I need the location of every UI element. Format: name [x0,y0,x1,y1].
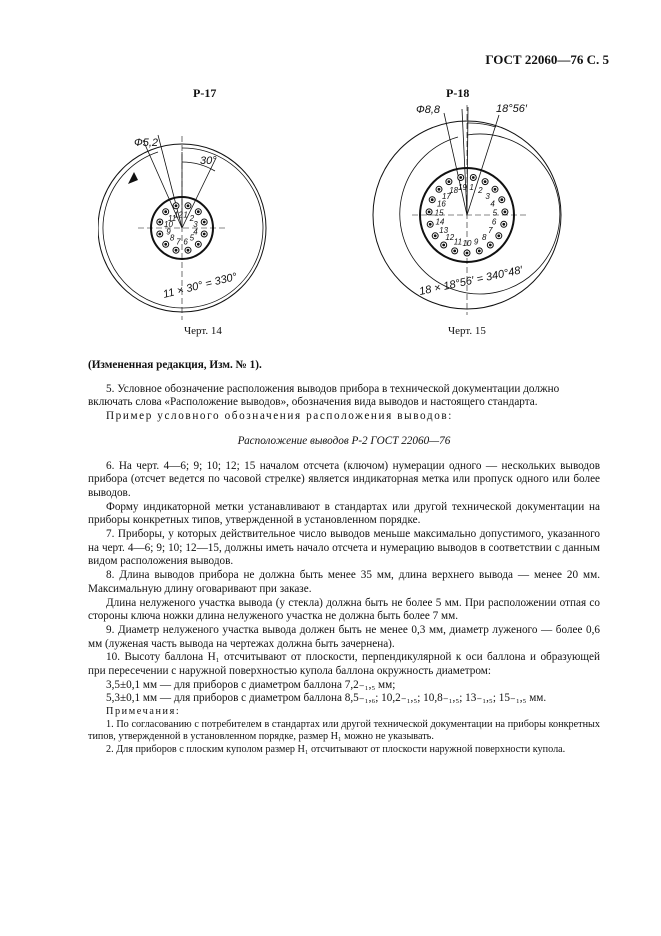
left-pin-core-2 [197,210,200,213]
right-pin-label-2: 2 [478,186,483,196]
right-pin-core-16 [431,198,434,201]
right-pin-core-7 [497,234,500,237]
right-pin-label-8: 8 [481,232,487,242]
note-1: 1. По согласованию с потребителем в стандартах или другой технической документации на приборы конкретных типов, утвержденной в установленном порядке, размер H₁ можно не указывать. [88,718,600,743]
right-pin-label-17: 17 [441,191,451,201]
left-pin-label-7: 7 [176,237,181,247]
paragraph-5-line1: 5. Условное обозначение расположения выводов прибора в технической документации должно [106,382,560,395]
right-pin-core-19 [459,176,462,179]
right-pin-label-15: 15 [434,208,444,218]
left-diameter-label: Ф5,2 [134,137,159,149]
right-pin-label-5: 5 [492,208,498,218]
left-angle-label: 30° [200,155,217,167]
right-pin-core-6 [502,223,505,226]
left-pin-core-12 [175,204,178,207]
paragraph-10-item-a: 3,5±0,1 мм — для приборов с диаметром баллона 7,2₋₁,₅ мм; [106,678,396,691]
left-pin-label-11: 11 [167,213,177,223]
page-header: ГОСТ 22060—76 С. 5 [485,52,609,67]
right-pin-label-7: 7 [488,226,493,236]
figure-left-title: Р-17 [193,86,217,100]
example-heading: Пример условного обозначения расположения выводов: [106,410,453,423]
figure-left-caption: Черт. 14 [184,325,222,337]
right-pin-label-18: 18 [449,186,459,196]
right-pin-core-12 [442,244,445,247]
right-pin-label-12: 12 [445,232,455,242]
right-pin-label-16: 16 [436,199,446,209]
revision-note: (Измененная редакция, Изм. № 1). [88,359,262,371]
note-2: 2. Для приборов с плоским куполом размер H₁ отсчитывают от плоскости наружной поверхности купола. [106,743,566,755]
right-pin-label-9: 9 [473,237,479,247]
figure-left-drawing [98,100,298,320]
left-pin-label-1: 1 [183,210,188,220]
left-pin-core-5 [197,243,200,246]
figure-right-caption: Черт. 15 [448,325,486,337]
right-pin-label-4: 4 [490,199,495,209]
left-pin-core-1 [187,204,190,207]
right-pin-core-9 [478,250,481,253]
example-designation: Расположение выводов Р-2 ГОСТ 22060—76 [237,434,451,447]
right-pin-core-18 [448,180,451,183]
left-arc-label: 11 × 30° = 330° [161,270,239,301]
left-pin-core-9 [158,233,161,236]
notes-heading: Примечания: [106,706,181,718]
right-pin-label-13: 13 [439,226,449,236]
left-pin-label-12: 12 [173,210,183,220]
left-pin-core-3 [203,221,206,224]
right-pin-core-15 [428,211,431,214]
left-pin-label-5: 5 [189,233,195,243]
left-pin-core-8 [164,243,167,246]
figure-right-drawing [372,95,592,320]
right-pin-label-10: 10 [462,238,472,248]
right-pin-core-13 [434,234,437,237]
paragraph-6b: Форму индикаторной метки устанавливают в стандартах или другой технической документации на приборы конкретных типов, утвержденной в установленном порядке. [88,500,600,527]
paragraph-7: 7. Приборы, у которых действительное число выводов меньше максимально допустимого, указанного на черт. 4—6; 9; 10; 12—15, должны иметь начало отсчета и нумерацию выводов в соответствии с данным видом расположения выводов. [88,528,600,568]
paragraph-10-item-b: 5,3±0,1 мм — для приборов с диаметром баллона 8,5₋₁,₆; 10,2₋₁,₅; 10,8₋₁,₅; 13₋₁,₅; 15₋₁,₅ мм. [106,692,547,705]
right-pin-label-14: 14 [435,217,445,227]
left-pin-label-9: 9 [166,227,171,237]
right-diameter-label: Ф8,8 [416,104,441,116]
right-angle-label: 18°56′ [496,103,527,115]
paragraph-8: 8. Длина выводов прибора не должна быть менее 35 мм, длина верхнего вывода — менее 20 мм. Максимальную длину оговаривают при заказе. [88,569,600,595]
right-pin-core-8 [489,244,492,247]
paragraph-8b: Длина нелуженого участка вывода (у стекла) должна быть не более 5 мм. При расположении отпая со стороны ключа ножки длина нелуженого участка не должна быть более 7 мм. [88,596,600,623]
paragraph-9: 9. Диаметр нелуженого участка вывода должен быть не менее 0,3 мм, диаметр луженого — более 0,6 мм (луженая часть вывода на чертежах должна быть зачернена). [88,623,600,650]
right-arc-label: 18 × 18°56′ = 340°48′ [418,264,524,298]
right-pin-label-1: 1 [469,183,474,193]
right-pin-core-4 [500,198,503,201]
left-pin-label-10: 10 [164,220,173,230]
right-pin-label-3: 3 [485,191,490,201]
left-pin-core-10 [158,221,161,224]
right-pin-label-19: 19 [457,183,467,193]
left-pin-label-2: 2 [189,213,195,223]
body-text [88,359,600,757]
paragraph-10: 10. Высоту баллона H₁ отсчитывают от плоскости, перпендикулярной к оси баллона и образующей при пересечении с наружной поверхностью купола баллона окружность диаметром: [88,651,600,678]
right-pin-core-3 [494,188,497,191]
figure-right-title: Р-18 [446,86,470,100]
paragraph-6: 6. На черт. 4—6; 9; 10; 12; 15 началом отсчета (ключом) нумерации одного — нескольких выводов прибора (отсчет ведется по часовой стрелке) является индикаторная метка или пропуск одного или более выводов. [88,459,600,499]
left-pin-core-11 [164,210,167,213]
right-pin-label-11: 11 [453,237,463,247]
right-pin-core-11 [453,250,456,253]
right-pin-core-10 [466,252,469,255]
right-pin-core-17 [438,188,441,191]
left-pin-core-7 [175,249,178,252]
right-pin-core-5 [504,211,507,214]
right-pin-core-14 [429,223,432,226]
left-pin-core-6 [187,249,190,252]
left-pin-label-8: 8 [169,233,175,243]
right-pin-core-1 [472,176,475,179]
left-pin-label-3: 3 [193,220,198,230]
left-pin-core-4 [203,233,206,236]
paragraph-5-line2: включать слова «Расположение выводов», обозначения вида выводов и настоящего стандарта. [88,396,538,409]
left-pin-label-6: 6 [183,237,188,247]
right-pin-label-6: 6 [491,217,497,227]
left-pin-label-4: 4 [193,227,198,237]
right-pin-core-2 [484,180,487,183]
